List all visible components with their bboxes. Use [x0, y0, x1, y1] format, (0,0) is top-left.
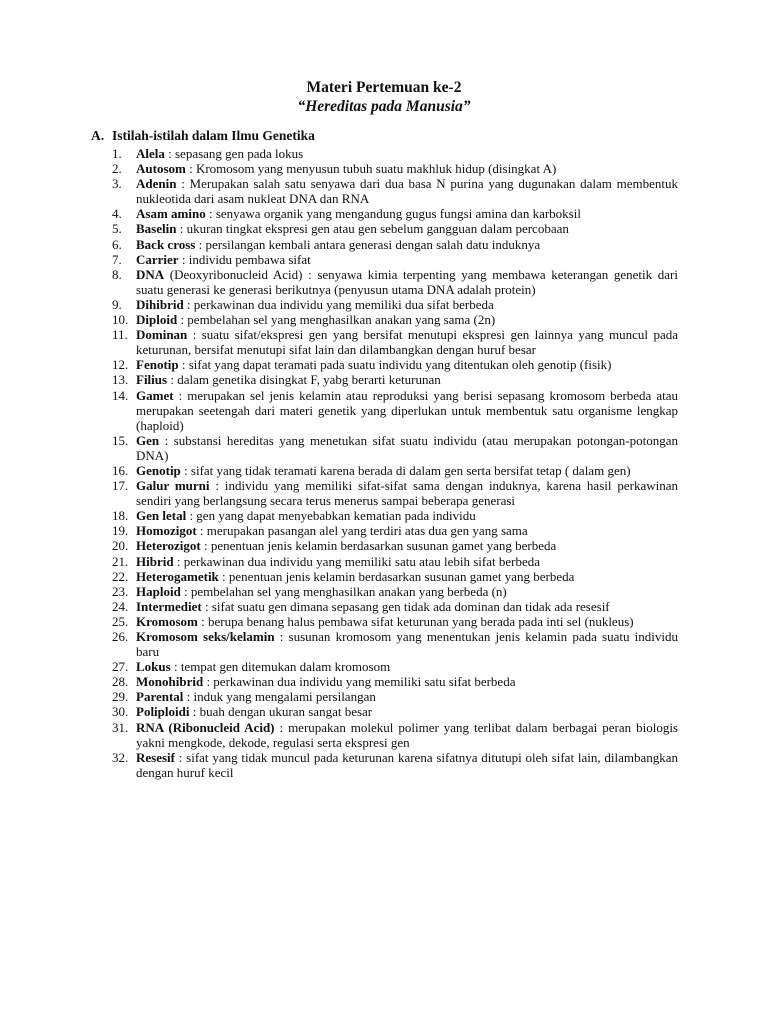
- item-number: 28.: [112, 674, 129, 690]
- item-number: 15.: [112, 432, 129, 448]
- item-term: Back cross: [136, 236, 196, 252]
- item-term: Kromosom: [136, 613, 198, 629]
- glossary-item: [112, 629, 678, 659]
- glossary-item: [112, 297, 678, 312]
- glossary-item: [112, 146, 678, 161]
- glossary-item: [112, 312, 678, 327]
- item-definition: : sepasang gen pada lokus: [164, 146, 304, 161]
- item-number: 17.: [112, 478, 129, 494]
- document-title: Materi Pertemuan ke-2: [306, 79, 462, 96]
- document-subtitle: “Hereditas pada Manusia”: [297, 98, 471, 115]
- glossary-item: [112, 508, 678, 523]
- glossary-item: [112, 720, 678, 750]
- item-definition: : tempat gen ditemukan dalam kromosom: [170, 659, 391, 675]
- glossary-item: [112, 538, 678, 553]
- item-term: Genotip: [136, 462, 181, 478]
- item-definition: : individu yang memiliki sifat-sifat sama dengan induknya, karena hasil perkawinan sendiri yang berlangsung secara terus menerus sampai beberapa generasi: [136, 478, 678, 509]
- item-term: Diploid: [136, 312, 178, 328]
- item-term: Lokus: [136, 659, 171, 675]
- glossary-item: [112, 750, 678, 780]
- item-number: 31.: [112, 719, 129, 735]
- glossary-item: [112, 599, 678, 614]
- item-term: Fenotip: [136, 357, 179, 373]
- item-term: Heterozigot: [136, 538, 201, 554]
- glossary-item: [112, 659, 678, 674]
- item-number: 18.: [112, 508, 129, 524]
- glossary-item: [112, 614, 678, 629]
- section-title: Istilah-istilah dalam Ilmu Genetika: [112, 128, 315, 143]
- glossary-item: [112, 463, 678, 478]
- item-number: 32.: [112, 749, 129, 765]
- item-number: 20.: [112, 538, 129, 554]
- item-term: Baselin: [136, 221, 177, 237]
- glossary-item: [112, 221, 678, 236]
- item-term: Carrier: [136, 251, 179, 267]
- item-definition: : ukuran tingkat ekspresi gen atau gen sebelum gangguan dalam percobaan: [176, 221, 569, 237]
- item-number: 22.: [112, 568, 129, 584]
- item-term: Parental: [136, 689, 184, 705]
- item-number: 21.: [112, 553, 129, 569]
- item-term: Gen letal: [136, 508, 187, 524]
- section-number: A.: [91, 128, 105, 143]
- item-number: 30.: [112, 704, 129, 720]
- item-number: 6.: [112, 236, 122, 252]
- item-definition: : gen yang dapat menyebabkan kematian pada individu: [186, 508, 476, 524]
- item-number: 26.: [112, 629, 129, 644]
- item-definition: : Merupakan salah satu senyawa dari dua basa N purina yang dugunakan dalam membentuk nukleotida dari asam nukleat DNA dan RNA: [136, 176, 678, 207]
- item-definition: : berupa benang halus pembawa sifat keturunan yang berada pada inti sel (nukleus): [197, 613, 634, 629]
- glossary-item: [112, 327, 678, 357]
- item-number: 5.: [112, 221, 122, 237]
- item-term: Resesif: [136, 749, 175, 765]
- item-number: 12.: [112, 357, 129, 373]
- item-definition: : perkawinan dua individu yang memiliki dua sifat berbeda: [183, 296, 494, 312]
- item-term: Haploid: [136, 583, 181, 599]
- item-definition: : penentuan jenis kelamin berdasarkan susunan gamet yang berbeda: [200, 538, 557, 554]
- item-term: Filius: [136, 372, 168, 388]
- glossary-item: [112, 237, 678, 252]
- glossary-item: [112, 554, 678, 569]
- item-number: 8.: [112, 266, 122, 282]
- item-definition: : individu pembawa sifat: [178, 251, 311, 267]
- item-number: 13.: [112, 372, 129, 388]
- glossary-item: [112, 161, 678, 176]
- item-number: 24.: [112, 598, 129, 614]
- item-definition: : sifat suatu gen dimana sepasang gen tidak ada dominan dan tidak ada resesif: [201, 598, 610, 614]
- item-definition: : susunan kromosom yang menentukan jenis kelamin pada suatu individu baru: [136, 629, 678, 660]
- item-definition: : Kromosom yang menyusun tubuh suatu makhluk hidup (disingkat A): [185, 161, 557, 177]
- item-number: 16.: [112, 462, 129, 478]
- item-definition: : merupakan sel jenis kelamin atau reproduksi yang berisi sepasang kromosom berbeda atau merupakan seetengah dari materi genetik yang diperlukan untuk membentuk satu organisme lengkap (haploid): [136, 387, 678, 433]
- item-term: Poliploidi: [136, 704, 190, 720]
- glossary-item: [112, 267, 678, 297]
- item-number: 3.: [112, 176, 122, 192]
- glossary-item: [112, 372, 678, 387]
- item-term: Monohibrid: [136, 674, 204, 690]
- item-number: 19.: [112, 523, 129, 539]
- item-term: Asam amino: [136, 206, 206, 222]
- item-term: Galur murni: [136, 478, 210, 494]
- item-definition: : perkawinan dua individu yang memiliki satu atau lebih sifat berbeda: [173, 553, 541, 569]
- item-definition: : sifat yang tidak teramati karena berada di dalam gen serta bersifat tetap ( dalam gen): [180, 462, 631, 478]
- item-term: Intermediet: [136, 598, 202, 614]
- glossary-item: [112, 357, 678, 372]
- item-number: 2.: [112, 161, 122, 177]
- glossary-item: [112, 388, 678, 433]
- item-term: Hibrid: [136, 553, 174, 569]
- item-definition: : penentuan jenis kelamin berdasarkan susunan gamet yang berbeda: [218, 568, 575, 584]
- item-term: Autosom: [136, 161, 186, 177]
- item-definition: : dalam genetika disingkat F, yabg berarti keturunan: [167, 372, 441, 388]
- item-definition: : sifat yang dapat teramati pada suatu individu yang ditentukan oleh genotip (fisik): [178, 357, 612, 373]
- glossary-item: [112, 252, 678, 267]
- item-term: Adenin: [136, 176, 177, 192]
- glossary-item: [112, 433, 678, 463]
- item-definition: : merupakan molekul polimer yang terlibat dalam berbagai peran biologis yakni mengkode, dekode, regulasi serta ekspresi gen: [136, 719, 678, 750]
- glossary-item: [112, 176, 678, 206]
- item-number: 23.: [112, 583, 129, 599]
- item-number: 9.: [112, 296, 122, 312]
- glossary-list: [112, 146, 678, 780]
- item-term: Dominan: [136, 327, 188, 343]
- item-definition: : persilangan kembali antara generasi dengan salah datu induknya: [195, 236, 541, 252]
- item-term: Alela: [136, 146, 165, 161]
- item-number: 11.: [112, 327, 128, 343]
- item-number: 1.: [112, 146, 122, 161]
- item-term: Homozigot: [136, 523, 197, 539]
- glossary-item: [112, 704, 678, 719]
- item-definition: : sifat yang tidak muncul pada keturunan karena sifatnya ditutupi oleh sifat lain, dilambangkan dengan huruf kecil: [136, 749, 678, 780]
- item-definition: : perkawinan dua individu yang memiliki satu sifat berbeda: [203, 674, 516, 690]
- item-definition: : pembelahan sel yang menghasilkan anakan yang berbeda (n): [180, 583, 507, 599]
- item-term: DNA: [136, 266, 165, 282]
- glossary-item: [112, 206, 678, 221]
- item-term: Kromosom seks/kelamin: [136, 629, 275, 644]
- glossary-item: [112, 674, 678, 689]
- section-heading: [91, 128, 315, 144]
- item-number: 4.: [112, 206, 122, 222]
- glossary-item: [112, 689, 678, 704]
- item-definition: : pembelahan sel yang menghasilkan anakan yang sama (2n): [177, 312, 496, 328]
- glossary-item: [112, 523, 678, 538]
- item-number: 14.: [112, 387, 129, 403]
- item-number: 10.: [112, 312, 129, 328]
- item-definition: (Deoxyribonucleid Acid) : senyawa kimia terpenting yang membawa keterangan genetik dari suatu generasi ke generasi berikutnya (penyusun utama DNA adalah protein): [136, 266, 678, 297]
- item-term: Heterogametik: [136, 568, 219, 584]
- item-term: Dihibrid: [136, 296, 184, 312]
- item-definition: : buah dengan ukuran sangat besar: [189, 704, 373, 720]
- item-definition: : senyawa organik yang mengandung gugus fungsi amina dan karboksil: [205, 206, 581, 222]
- glossary-item: [112, 569, 678, 584]
- glossary-item: [112, 478, 678, 508]
- item-number: 27.: [112, 659, 129, 675]
- item-term: RNA (Ribonucleid Acid): [136, 719, 275, 735]
- item-number: 25.: [112, 613, 129, 629]
- item-number: 7.: [112, 251, 122, 267]
- item-term: Gen: [136, 432, 160, 448]
- item-definition: : substansi hereditas yang menetukan sifat suatu individu (atau merupakan potongan-potongan DNA): [136, 432, 678, 463]
- item-definition: : suatu sifat/ekspresi gen yang bersifat menutupi ekspresi gen lainnya yang muncul pada keturunan, bersifat menutupi sifat lain dan dilambangkan dengan huruf besar: [136, 327, 678, 358]
- item-definition: : merupakan pasangan alel yang terdiri atas dua gen yang sama: [196, 523, 528, 539]
- glossary-item: [112, 584, 678, 599]
- item-number: 29.: [112, 689, 129, 705]
- item-definition: : induk yang mengalami persilangan: [183, 689, 376, 705]
- item-term: Gamet: [136, 387, 174, 403]
